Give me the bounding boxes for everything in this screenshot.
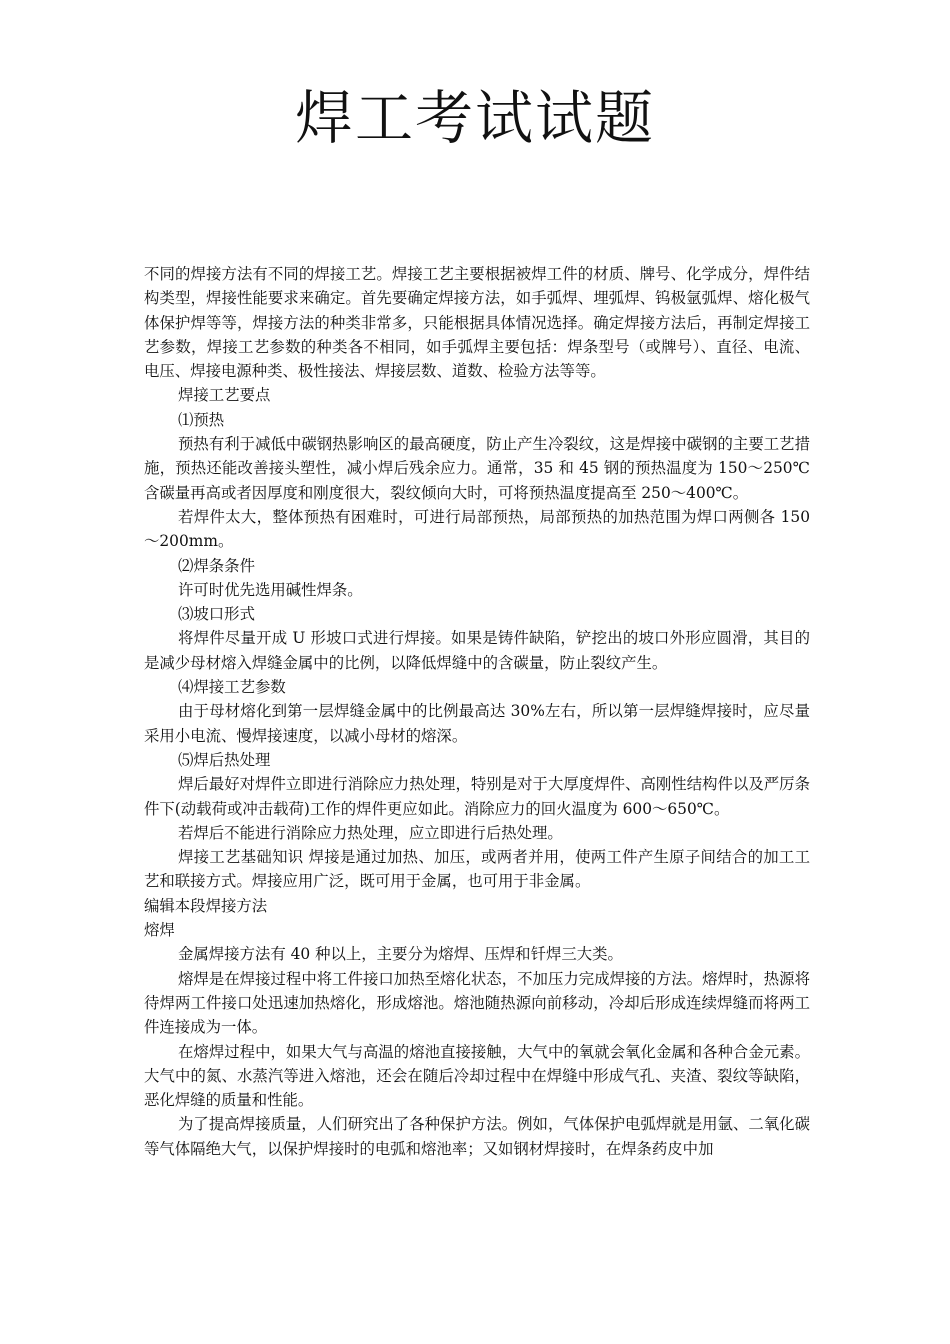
paragraph: 为了提高焊接质量，人们研究出了各种保护方法。例如，气体保护电弧焊就是用氩、二氧化碳等气体隔绝大气，以保护焊接时的电弧和熔池率；又如钢材焊接时，在焊条药皮中加 [144,1115,810,1158]
paragraph: 焊后最好对焊件立即进行消除应力热处理，特别是对于大厚度焊件、高刚性结构件以及严厉条件下(动载荷或冲击载荷)工作的焊件更应如此。消除应力的回火温度为 600～650℃。 [144,775,810,818]
paragraph: 编辑本段焊接方法 [144,896,268,915]
paragraph: ⑷焊接工艺参数 [178,678,286,697]
paragraph: 在熔焊过程中，如果大气与高温的熔池直接接触，大气中的氧就会氧化金属和各种合金元素。大气中的氮、水蒸汽等进入熔池，还会在随后冷却过程中在焊缝中形成气孔、夹渣、裂纹等缺陷，恶化焊缝的质量和性能。 [144,1042,810,1110]
paragraph: ⑴预热 [178,410,225,429]
paragraph: 熔焊 [144,921,175,940]
paragraph: 许可时优先选用碱性焊条。 [178,580,363,599]
document-title: 焊工考试试题 [294,84,655,152]
paragraph: 金属焊接方法有 40 种以上，主要分为熔焊、压焊和钎焊三大类。 [178,945,623,964]
paragraph: 焊接工艺要点 [178,386,271,405]
paragraph: 若焊后不能进行消除应力热处理，应立即进行后热处理。 [178,823,563,842]
paragraph: 焊接工艺基础知识 焊接是通过加热、加压，或两者并用，使两工件产生原子间结合的加工工艺和联接方式。焊接应用广泛，既可用于金属，也可用于非金属。 [144,848,810,891]
document-body [144,262,810,1161]
paragraph: 预热有利于减低中碳钢热影响区的最高硬度，防止产生冷裂纹，这是焊接中碳钢的主要工艺措施，预热还能改善接头塑性，减小焊后残余应力。通常，35 和 45 钢的预热温度为 150～250℃含碳量再高或者因厚度和刚度很大，裂纹倾向大时，可将预热温度提高至 250～400℃。 [144,435,810,502]
paragraph: 由于母材熔化到第一层焊缝金属中的比例最高达 30%左右，所以第一层焊缝焊接时，应尽量采用小电流、慢焊接速度，以减小母材的熔深。 [144,702,810,745]
paragraph: 不同的焊接方法有不同的焊接工艺。焊接工艺主要根据被焊工件的材质、牌号、化学成分，焊件结构类型，焊接性能要求来确定。首先要确定焊接方法，如手弧焊、埋弧焊、钨极氩弧焊、熔化极气体保护焊等等，焊接方法的种类非常多，只能根据具体情况选择。确定焊接方法后，再制定焊接工艺参数，焊接工艺参数的种类各不相同，如手弧焊主要包括：焊条型号（或牌号）、直径、电流、电压、焊接电源种类、极性接法、焊接层数、道数、检验方法等等。 [144,265,810,381]
paragraph: ⑵焊条条件 [178,556,255,575]
paragraph: ⑸焊后热处理 [178,750,271,769]
paragraph: 熔焊是在焊接过程中将工件接口加热至熔化状态，不加压力完成焊接的方法。熔焊时，热源将待焊两工件接口处迅速加热熔化，形成熔池。熔池随热源向前移动，冷却后形成连续焊缝而将两工件连接成为一体。 [144,969,810,1037]
paragraph: ⑶坡口形式 [178,605,255,624]
paragraph: 将焊件尽量开成 U 形坡口式进行焊接。如果是铸件缺陷，铲挖出的坡口外形应圆滑，其目的是减少母材熔入焊缝金属中的比例，以降低焊缝中的含碳量，防止裂纹产生。 [144,629,810,672]
paragraph: 若焊件太大，整体预热有困难时，可进行局部预热，局部预热的加热范围为焊口两侧各 150～200mm。 [144,507,810,551]
